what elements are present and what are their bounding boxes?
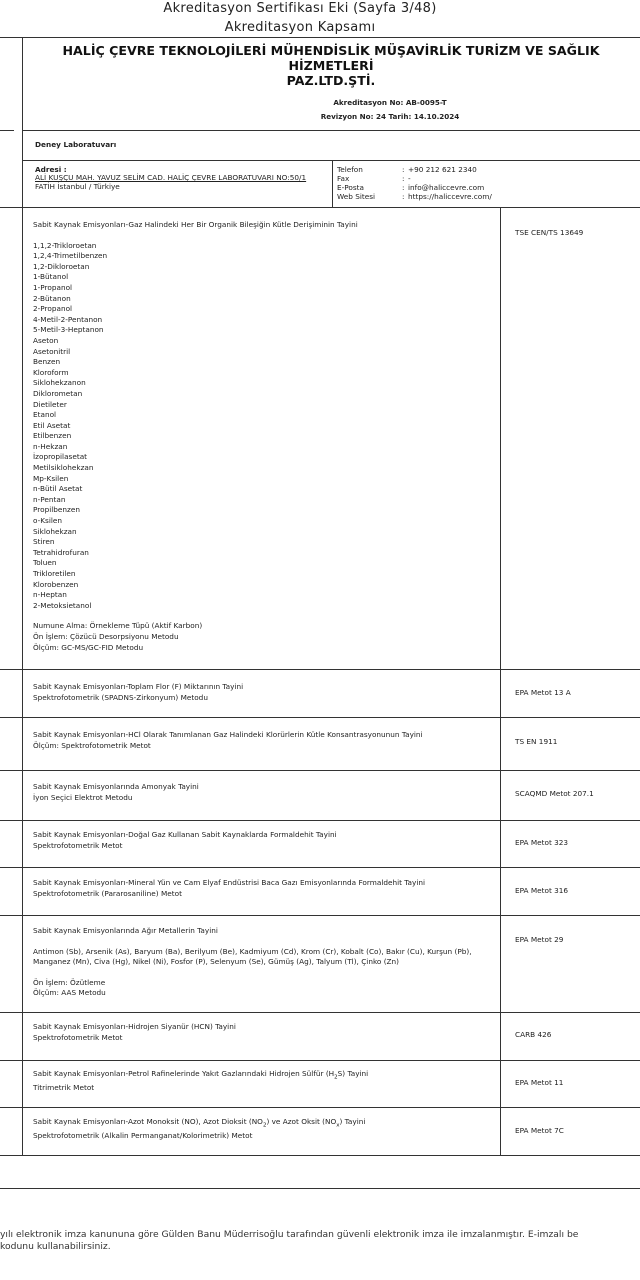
test-method-desc: Spektrofotometrik Metot — [33, 840, 123, 850]
contact-colons — [402, 165, 404, 201]
accreditation-number: Akreditasyon No: AB-0095-T — [333, 98, 447, 107]
compound-item: İzopropilasetat — [33, 452, 88, 462]
title-part: S) Tayini — [337, 1069, 369, 1078]
metals-list-line2: Manganez (Mn), Civa (Hg), Nikel (Ni), Fosfor (P), Selenyum (Se), Gümüş (Ag), Talyum (Tl), Çinko (Zn) — [33, 957, 400, 967]
compound-item: Metilsiklohekzan — [33, 463, 94, 473]
fax-label: Fax — [337, 174, 350, 183]
header-bottom — [0, 207, 640, 208]
lab-divider — [22, 130, 640, 131]
row-divider — [0, 915, 640, 916]
test-row-formaldehyde-gas — [33, 830, 498, 851]
method-reference: SCAQMD Metot 207.1 — [515, 789, 594, 798]
test-row-ammonia — [33, 782, 498, 803]
address-text — [35, 173, 330, 191]
compound-list — [33, 241, 498, 612]
row-divider — [0, 867, 640, 868]
method-reference: EPA Metot 323 — [515, 838, 569, 847]
address-line1: ALİ KUŞÇU MAH. YAVUZ SELİM CAD. HALİÇ ÇEVRE LABORATUVARI NO:50/1 — [35, 173, 307, 182]
test-title: Sabit Kaynak Emisyonlarında Amonyak Tayini — [33, 782, 199, 791]
address-line2: FATİH İstanbul / Türkiye — [35, 182, 120, 191]
sampling-note: Numune Alma: Örnekleme Tüpü (Aktif Karbon) — [33, 621, 203, 631]
test-method-desc: Spektrofotometrik Metot — [33, 1032, 123, 1042]
compound-item: Propilbenzen — [33, 505, 80, 515]
test-row-h2s — [33, 1069, 498, 1094]
footer-line2: kodunu kullanabilirsiniz. — [0, 1241, 111, 1252]
test-row-formaldehyde-mineral — [33, 878, 498, 899]
footer-line1: yılı elektronik imza kanununa göre Gülden Banu Müderrisoğlu tarafından güvenli elektronik imza ile imzalanmıştır. E-imzalı be — [0, 1229, 579, 1240]
compound-item: 2-Propanol — [33, 304, 73, 314]
compound-item: Kloroform — [33, 367, 69, 377]
compound-item: 1-Propanol — [33, 282, 73, 292]
compound-item: Etilbenzen — [33, 431, 72, 441]
test-row-organic-compounds — [33, 220, 498, 653]
compound-item: Dietileter — [33, 399, 67, 409]
compound-item: Stiren — [33, 537, 55, 547]
compound-item: n-Bütil Asetat — [33, 484, 83, 494]
test-method-desc: İyon Seçici Elektrot Metodu — [33, 792, 133, 802]
colon: : — [402, 192, 405, 201]
compound-item: n-Hekzan — [33, 441, 68, 451]
test-method-desc: Spektrofotometrik (Pararosaniline) Metot — [33, 888, 182, 898]
test-row-heavy-metals — [33, 926, 498, 999]
test-title: Sabit Kaynak Emisyonları-Doğal Gaz Kullanan Sabit Kaynaklarda Formaldehit Tayini — [33, 830, 337, 839]
revision-info: Revizyon No: 24 Tarih: 14.10.2024 — [320, 112, 460, 121]
organization-name-line2: PAZ.LTD.ŞTİ. — [286, 73, 376, 88]
compound-item: Toluen — [33, 558, 57, 568]
page-subtitle: Akreditasyon Kapsamı — [224, 20, 376, 35]
compound-item: Trikloretilen — [33, 569, 76, 578]
fax-value: - — [408, 174, 411, 183]
compound-item: 1,1,2-Trikloroetan — [33, 240, 97, 250]
row-divider — [0, 1012, 640, 1013]
website-value[interactable]: https://haliccevre.com/ — [408, 192, 492, 201]
test-title: Sabit Kaynak Emisyonları-Gaz Halindeki Her Bir Organik Bileşiğin Kütle Derişiminin Tayini — [33, 220, 358, 229]
method-reference: CARB 426 — [515, 1030, 552, 1039]
method-reference: EPA Metot 11 — [515, 1078, 564, 1087]
row-divider — [0, 1060, 640, 1061]
subscript: 2 — [262, 1122, 267, 1129]
method-reference: TSE CEN/TS 13649 — [515, 228, 584, 237]
title-part: Sabit Kaynak Emisyonları-Petrol Rafinelerinde Yakıt Gazlarındaki Hidrojen Sülfür (H — [33, 1069, 335, 1078]
test-title: Sabit Kaynak Emisyonları-HCl Olarak Tanımlanan Gaz Halindeki Klorürlerin Kütle Konsantrasyonunun Tayini — [33, 730, 423, 739]
test-title — [33, 1069, 498, 1083]
organization-name-line1: HALİÇ ÇEVRE TEKNOLOJİLERİ MÜHENDİSLİK MÜŞAVİRLİK TURİZM VE SAĞLIK HİZMETLERİ — [62, 43, 600, 73]
e-signature-footer — [0, 1229, 640, 1253]
method-reference: TS EN 1911 — [515, 737, 558, 746]
compound-item: Mp-Ksilen — [33, 473, 69, 483]
compound-item: Aseton — [33, 335, 59, 345]
page-title: Akreditasyon Sertifikası Eki (Sayfa 3/48) — [163, 1, 437, 16]
website-label: Web Sitesi — [337, 192, 376, 201]
colon: : — [402, 174, 405, 183]
colon: : — [402, 165, 405, 174]
method-reference: EPA Metot 316 — [515, 886, 569, 895]
address-label: Adresi : — [35, 165, 67, 174]
compound-item: Benzen — [33, 357, 61, 367]
contact-divider — [332, 160, 333, 207]
title-part: Sabit Kaynak Emisyonları-Azot Monoksit (NO), Azot Dioksit (NO — [33, 1117, 263, 1126]
organization-name — [22, 43, 640, 88]
compound-item: Diklorometan — [33, 388, 83, 398]
row-divider — [0, 669, 640, 670]
test-method-desc: Titrimetrik Metot — [33, 1083, 95, 1093]
measurement-note: Ölçüm: GC-MS/GC-FID Metodu — [33, 642, 144, 652]
compound-item: Siklohekzanon — [33, 378, 86, 388]
test-method-desc: Ölçüm: Spektrofotometrik Metot — [33, 740, 151, 750]
compound-item: n-Pentan — [33, 494, 66, 504]
measurement-note: Ölçüm: AAS Metodu — [33, 988, 106, 998]
test-method-desc: Spektrofotometrik (Alkalin Permanganat/Kolorimetrik) Metot — [33, 1131, 253, 1141]
contact-labels — [337, 165, 375, 201]
test-row-fluorine — [33, 682, 498, 703]
compound-item: Tetrahidrofuran — [33, 547, 89, 557]
email-label: E-Posta — [337, 183, 364, 192]
test-title: Sabit Kaynak Emisyonları-Toplam Flor (F) Miktarının Tayini — [33, 682, 244, 691]
addr-divider — [22, 160, 640, 161]
test-row-nox — [33, 1117, 498, 1142]
phone-value: +90 212 621 2340 — [408, 165, 477, 174]
accreditation-info — [270, 96, 510, 124]
test-row-hcn — [33, 1022, 498, 1043]
compound-item: Asetonitril — [33, 346, 71, 356]
test-title: Sabit Kaynak Emisyonları-Hidrojen Siyanür (HCN) Tayini — [33, 1022, 236, 1031]
email-value[interactable]: info@haliccevre.com — [408, 183, 485, 192]
compound-item: o-Ksilen — [33, 516, 62, 526]
test-title: Sabit Kaynak Emisyonları-Mineral Yün ve Cam Elyaf Endüstrisi Baca Gazı Emisyonlarında Formaldehit Tayini — [33, 878, 426, 887]
contact-values — [408, 165, 492, 201]
row-divider — [0, 1155, 640, 1156]
method-reference: EPA Metot 13 A — [515, 688, 571, 697]
test-title — [33, 1117, 498, 1131]
method-reference: EPA Metot 7C — [515, 1126, 564, 1135]
compound-item: 5-Metil-3-Heptanon — [33, 325, 104, 335]
footer-divider — [0, 1188, 640, 1189]
pretreatment-note: Ön İşlem: Çözücü Desorpsiyonu Metodu — [33, 631, 179, 641]
test-method-desc: Spektrofotometrik (SPADNS-Zirkonyum) Metodu — [33, 692, 208, 702]
title-part: ) ve Azot Oksit (NO — [266, 1117, 337, 1126]
colon: : — [402, 183, 405, 192]
row-divider — [0, 770, 640, 771]
row-divider — [0, 820, 640, 821]
compound-item: Etil Asetat — [33, 420, 71, 430]
compound-item: 1,2,4-Trimetilbenzen — [33, 251, 108, 261]
metals-list-line1: Antimon (Sb), Arsenik (As), Baryum (Ba), Berilyum (Be), Kadmiyum (Cd), Krom (Cr), Kobalt (Co), Bakır (Cu), Kurşun (Pb), — [33, 946, 472, 956]
test-row-hcl — [33, 730, 498, 751]
phone-label: Telefon — [337, 165, 363, 174]
test-title: Sabit Kaynak Emisyonlarında Ağır Metallerin Tayini — [33, 926, 218, 935]
compound-item: n-Heptan — [33, 590, 67, 600]
frame-left-tick — [0, 130, 14, 131]
compound-item: 1,2-Dikloroetan — [33, 261, 90, 271]
lab-type: Deney Laboratuvarı — [35, 140, 117, 149]
row-divider — [0, 717, 640, 718]
compound-item: Etanol — [33, 410, 57, 420]
pretreatment-note: Ön İşlem: Özütleme — [33, 977, 106, 987]
compound-item: 1-Bütanol — [33, 272, 69, 282]
compound-item: Siklohekzan — [33, 526, 77, 536]
compound-item: 2-Bütanon — [33, 293, 71, 303]
title-part: ) Tayini — [339, 1117, 366, 1126]
frame-top — [0, 37, 640, 38]
compound-item: 4-Metil-2-Pentanon — [33, 314, 103, 324]
subscript: x — [336, 1122, 340, 1129]
compound-item: 2-Metoksietanol — [33, 600, 92, 610]
compound-item: Klorobenzen — [33, 579, 79, 589]
row-divider — [0, 1107, 640, 1108]
method-reference: EPA Metot 29 — [515, 935, 564, 944]
subscript: 2 — [334, 1074, 338, 1081]
